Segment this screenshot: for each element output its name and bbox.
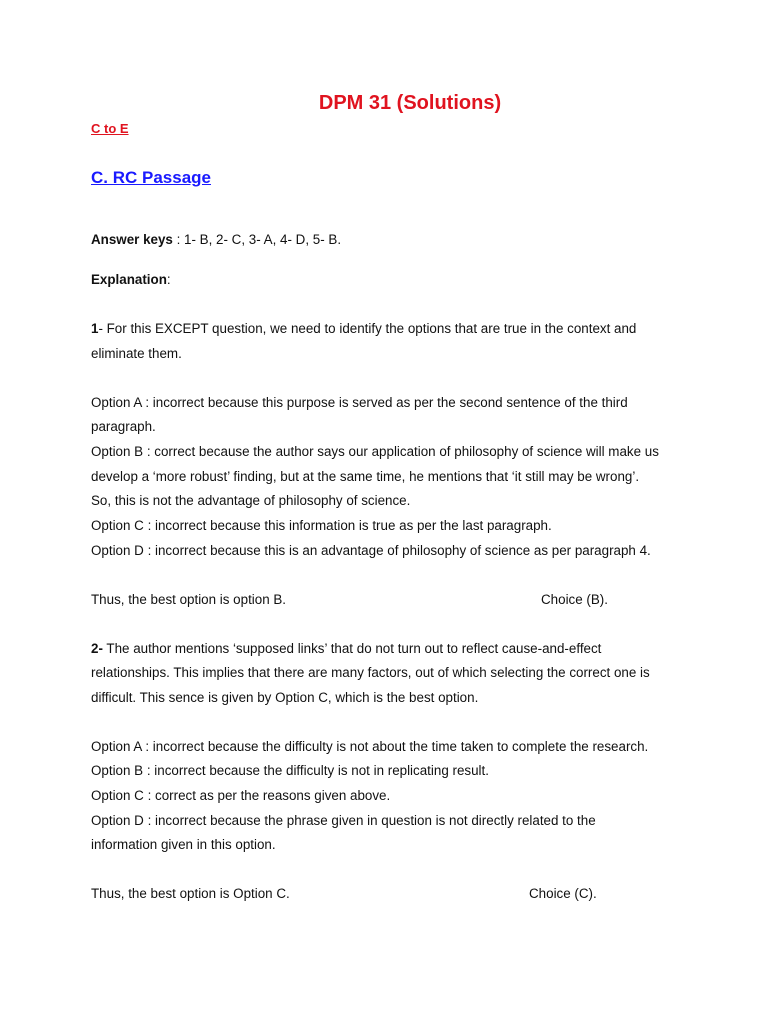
q2-intro-text-1: The author mentions ‘supposed links’ that do not turn out to reflect cause-and-effect	[102, 641, 602, 656]
q2-option-c: Option C : correct as per the reasons given above.	[91, 788, 391, 803]
q1-intro-text-1: - For this EXCEPT question, we need to identify the options that are true in the context and	[98, 321, 637, 336]
answer-keys-line	[91, 232, 341, 248]
q2-option-a: Option A : incorrect because the difficulty is not about the time taken to complete the research.	[91, 739, 649, 754]
q1-intro-line-2: eliminate them.	[91, 346, 182, 361]
q2-intro-line-2: relationships. This implies that there are many factors, out of which selecting the correct one is	[91, 665, 650, 680]
q2-intro-line-1	[91, 641, 601, 657]
q1-option-d: Option D : incorrect because this is an advantage of philosophy of science as per paragraph 4.	[91, 543, 651, 558]
section-heading[interactable]: C. RC Passage	[91, 168, 211, 187]
q1-option-a-line-1: Option A : incorrect because this purpose is served as per the second sentence of the third	[91, 395, 628, 410]
q1-option-a-line-2: paragraph.	[91, 419, 156, 434]
q2-choice: Choice (C).	[529, 886, 597, 901]
q2-option-b: Option B : incorrect because the difficulty is not in replicating result.	[91, 763, 489, 778]
answer-keys-label: Answer keys	[91, 232, 173, 247]
page-title: DPM 31 (Solutions)	[318, 92, 502, 114]
q2-intro-line-3: difficult. This sence is given by Option C, which is the best option.	[91, 690, 479, 705]
q1-option-b-line-3: So, this is not the advantage of philosophy of science.	[91, 493, 411, 508]
q2-option-d-line-2: information given in this option.	[91, 837, 276, 852]
q2-number: 2-	[91, 641, 103, 656]
q2-conclusion: Thus, the best option is Option C.	[91, 886, 290, 901]
q2-option-d-line-1: Option D : incorrect because the phrase given in question is not directly related to the	[91, 813, 596, 828]
q1-number: 1	[91, 321, 99, 336]
q1-option-b-line-2: develop a ‘more robust’ finding, but at the same time, he mentions that ‘it still may be wrong’.	[91, 469, 640, 484]
explanation-colon: :	[166, 272, 171, 287]
q1-intro-line-1	[91, 321, 636, 337]
explanation-line	[91, 272, 171, 288]
q1-conclusion: Thus, the best option is option B.	[91, 592, 287, 607]
q1-option-c: Option C : incorrect because this information is true as per the last paragraph.	[91, 518, 552, 533]
q1-option-b-line-1: Option B : correct because the author says our application of philosophy of science will make us	[91, 444, 659, 459]
q1-choice: Choice (B).	[541, 592, 608, 607]
answer-keys-value: : 1- B, 2- C, 3- A, 4- D, 5- B.	[172, 232, 342, 247]
range-link[interactable]: C to E	[91, 121, 129, 136]
explanation-label: Explanation	[91, 272, 167, 287]
